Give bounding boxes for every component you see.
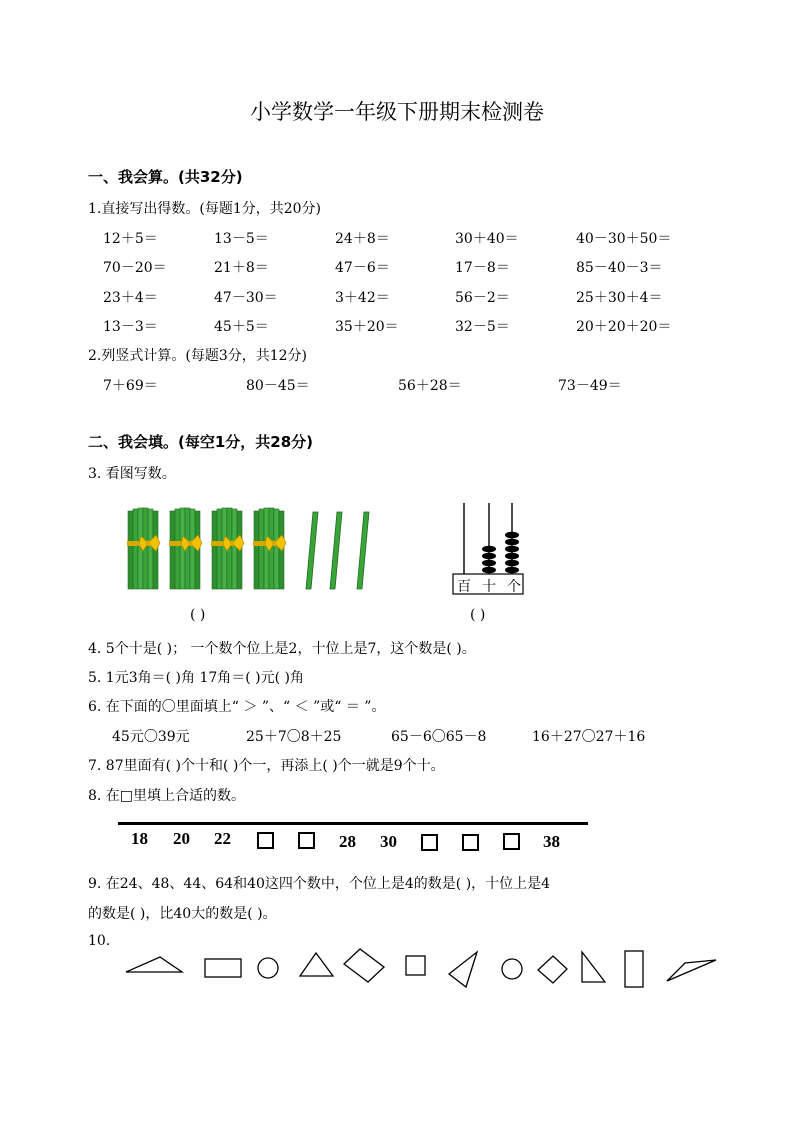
blank-box[interactable] xyxy=(298,832,315,849)
q7-text: 7. 87里面有( )个十和( )个一，再添上( )个一就是9个十。 xyxy=(88,758,445,774)
calc-item: 3＋42＝ xyxy=(335,290,390,306)
compare-item: 16＋27〇27＋16 xyxy=(532,729,646,745)
q2-label: 2.列竖式计算。(每题3分，共12分) xyxy=(88,348,308,364)
number-line-value: 28 xyxy=(339,832,356,851)
single-stick xyxy=(306,512,318,589)
triangle-shape xyxy=(449,952,477,987)
triangle-shape xyxy=(300,953,333,976)
number-line-value: 20 xyxy=(173,829,190,848)
q3-label: 3. 看图写数。 xyxy=(88,466,176,482)
compare-item: 45元〇39元 xyxy=(112,729,190,745)
number-line-value: 18 xyxy=(131,829,148,848)
blank-box[interactable] xyxy=(421,834,438,851)
calc-item: 24＋8＝ xyxy=(335,231,390,247)
compare-item: 25＋7〇8＋25 xyxy=(246,729,342,745)
number-line-value: 22 xyxy=(214,829,231,848)
calc-item: 35＋20＝ xyxy=(335,319,399,335)
vertical-calc-item: 7＋69＝ xyxy=(103,378,158,394)
section1-heading: 一、我会算。(共32分) xyxy=(88,168,243,186)
circle-shape xyxy=(502,959,522,979)
calc-item: 20＋20＋20＝ xyxy=(576,319,672,335)
bundle-of-ten xyxy=(211,508,244,589)
calc-item: 17－8＝ xyxy=(455,260,510,276)
blank-box[interactable] xyxy=(503,833,520,850)
shapes-row xyxy=(120,945,730,993)
triangle-shape xyxy=(126,957,182,972)
rectangle-shape xyxy=(205,959,241,977)
number-line-axis xyxy=(118,822,588,825)
calc-item: 21＋8＝ xyxy=(214,260,269,276)
rectangle-shape xyxy=(344,949,384,982)
q5-text: 5. 1元3角＝( )角 17角＝( )元( )角 xyxy=(88,670,305,686)
compare-item: 65－6〇65－8 xyxy=(391,729,487,745)
vertical-calc-item: 73－49＝ xyxy=(558,378,622,394)
section2-heading: 二、我会填。(每空1分，共28分) xyxy=(88,433,314,451)
calc-item: 23＋4＝ xyxy=(103,290,158,306)
calc-item: 30＋40＝ xyxy=(455,231,519,247)
q9-line2: 的数是( )，比40大的数是( )。 xyxy=(88,906,277,922)
triangle-shape xyxy=(582,952,605,982)
q4-text: 4. 5个十是( )； 一个数个位上是2，十位上是7，这个数是( )。 xyxy=(88,641,476,657)
bundle-of-ten xyxy=(253,508,286,589)
calc-item: 13－5＝ xyxy=(214,231,269,247)
square-shape xyxy=(538,956,567,983)
q10-label: 10. xyxy=(88,933,111,949)
calc-item: 40－30＋50＝ xyxy=(576,231,672,247)
calc-item: 85－40－3＝ xyxy=(576,260,663,276)
q1-label: 1.直接写出得数。(每题1分，共20分) xyxy=(88,201,322,217)
calc-item: 12＋5＝ xyxy=(103,231,158,247)
calc-item: 47－6＝ xyxy=(335,260,390,276)
vertical-calc-item: 56＋28＝ xyxy=(398,378,462,394)
calc-item: 32－5＝ xyxy=(455,319,510,335)
stick-bundles-figure xyxy=(120,505,380,597)
rectangle-shape xyxy=(625,951,643,987)
abacus-label-ones: 个 xyxy=(507,579,521,595)
number-line-value: 30 xyxy=(380,832,397,851)
calc-item: 47－30＝ xyxy=(214,290,278,306)
blank-box[interactable] xyxy=(462,834,479,851)
abacus-place-labels xyxy=(457,576,521,596)
calc-item: 13－3＝ xyxy=(103,319,158,335)
calc-item: 56－2＝ xyxy=(455,290,510,306)
calc-item: 45＋5＝ xyxy=(214,319,269,335)
square-shape xyxy=(406,956,425,975)
q3-answer-right[interactable]: ( ) xyxy=(470,607,486,623)
bundle-of-ten xyxy=(127,508,160,589)
number-line-value: 38 xyxy=(543,832,560,851)
single-stick xyxy=(330,512,342,589)
vertical-calc-item: 80－45＝ xyxy=(246,378,310,394)
q9-line1: 9. 在24、48、44、64和40这四个数中，个位上是4的数是( )，十位上是4 xyxy=(88,876,551,892)
q8-label: 8. 在□里填上合适的数。 xyxy=(88,788,246,804)
bundle-of-ten xyxy=(169,508,202,589)
blank-box[interactable] xyxy=(257,832,274,849)
q3-answer-left[interactable]: ( ) xyxy=(190,607,206,623)
calc-item: 70－20＝ xyxy=(103,260,167,276)
page-title: 小学数学一年级下册期末检测卷 xyxy=(250,100,544,124)
abacus-label-hundreds: 百 xyxy=(457,579,471,595)
q6-label: 6. 在下面的〇里面填上“ ＞ ”、“ ＜ ”或“ ＝ ”。 xyxy=(88,699,386,715)
triangle-shape xyxy=(667,960,716,981)
calc-item: 25＋30＋4＝ xyxy=(576,290,663,306)
single-stick xyxy=(357,512,369,589)
abacus-label-tens: 十 xyxy=(482,579,496,595)
circle-shape xyxy=(258,958,278,978)
